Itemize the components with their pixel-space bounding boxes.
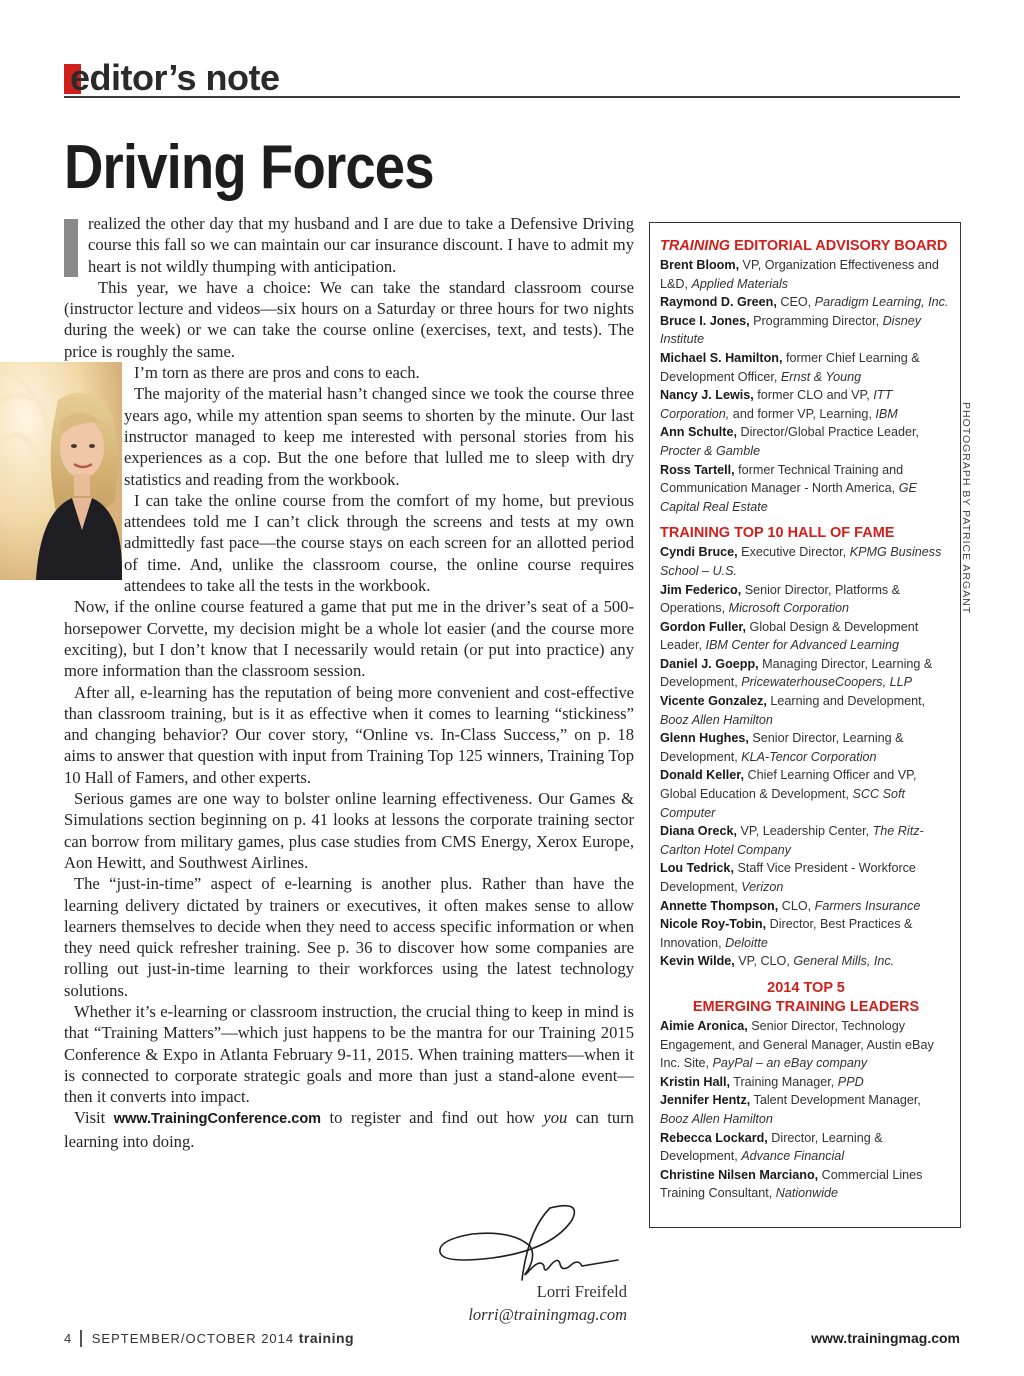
member-role: Talent Development Manager, <box>750 1093 921 1108</box>
member-organization: PayPal – an eBay company <box>712 1056 868 1071</box>
member-organization: Applied Materials <box>691 276 789 291</box>
member-name: Brent Bloom, <box>660 258 740 272</box>
member-entry <box>660 952 952 971</box>
member-entry <box>660 543 952 580</box>
member-entry <box>660 1129 952 1166</box>
member-name: Ross Tartell, <box>660 462 735 477</box>
member-role: former CLO and VP, <box>753 388 874 403</box>
member-entry <box>660 1017 952 1073</box>
member-role: Chief Learning Officer and VP, Global Education & Development, <box>660 768 917 802</box>
conference-link[interactable]: www.TrainingConference.com <box>113 1111 322 1128</box>
member-organization: Disney Institute <box>660 313 922 347</box>
editorial-board-heading: TRAINING EDITORIAL ADVISORY BOARD <box>660 238 948 254</box>
member-entry <box>660 897 952 916</box>
member-organization: ITT Corporation, <box>660 388 893 421</box>
member-name: Jennifer Hentz, <box>660 1093 751 1108</box>
member-role: Executive Director, <box>737 545 850 560</box>
article-paragraph: I’m torn as there are pros and cons to each. <box>134 363 420 383</box>
editorial-board-list <box>660 256 952 516</box>
member-entry <box>660 692 952 729</box>
article-paragraph: The majority of the material hasn’t changed since we took the course three years ago, while my attention span seems to shorten by the minute. Our last instructor managed to keep me interested with personal stories from his experiences as a cop. But the one before that lulled me to sleep with dry statistics and reading from the workbook. <box>124 384 634 489</box>
member-organization: Booz Allen Hamilton <box>660 712 773 727</box>
member-role: VP, CLO, <box>734 954 794 969</box>
member-organization: Nationwide <box>775 1186 839 1201</box>
member-entry <box>660 859 952 896</box>
member-name: Nancy J. Lewis, <box>660 388 754 403</box>
member-organization: Verizon <box>741 880 784 894</box>
issue-date: SEPTEMBER/OCTOBER 2014 <box>91 1331 295 1346</box>
member-name: Ann Schulte, <box>660 425 737 440</box>
member-role: former Technical Training and Communication Manager - North America, <box>660 462 904 496</box>
hall-of-fame-list <box>660 543 952 971</box>
member-name: Rebecca Lockard, <box>660 1130 768 1145</box>
member-entry <box>660 423 952 460</box>
member-organization: IBM <box>875 406 898 421</box>
member-entry <box>660 1073 952 1092</box>
member-role: Director, Best Practices & Innovation, <box>660 917 913 950</box>
member-name: Annette Thompson, <box>660 898 779 913</box>
article-body <box>64 213 634 1152</box>
member-role: Training Manager, <box>729 1074 838 1089</box>
member-role: CLO, <box>778 898 815 913</box>
member-name: Christine Nilsen Marciano, <box>660 1167 819 1182</box>
member-role: Director, Learning & Development, <box>660 1130 883 1164</box>
member-role: Managing Director, Learning & Development, <box>660 656 933 690</box>
drop-cap-i <box>64 219 78 277</box>
member-organization: Deloitte <box>725 935 768 950</box>
member-role: CEO, <box>776 295 815 310</box>
author-photo <box>0 362 122 580</box>
member-entry <box>660 581 952 618</box>
member-name: Diana Oreck, <box>660 824 738 839</box>
article-paragraph: This year, we have a choice: We can take the standard classroom course (instructor lecture and videos—six hours on a Saturday or three hours for two nights during the week) or we can take the course online (exercises, text, and tests). The price is roughly the same. <box>64 277 634 361</box>
member-role: Staff Vice President - Workforce Development, <box>660 861 916 894</box>
member-role: Director/Global Practice Leader, <box>736 425 919 440</box>
hall-of-fame-heading: TRAINING TOP 10 HALL OF FAME <box>660 525 895 542</box>
member-role: Commercial Lines Training Consultant, <box>660 1167 923 1201</box>
footer-divider <box>80 1330 82 1347</box>
member-organization: IBM Center for Advanced Learning <box>705 638 899 653</box>
member-name: Nicole Roy-Tobin, <box>660 917 767 932</box>
member-organization: General Mills, Inc. <box>793 954 895 969</box>
magazine-name: training <box>298 1330 355 1346</box>
member-role: Programming Director, <box>749 313 883 328</box>
member-role: Senior Director, Learning & Development, <box>660 731 904 764</box>
member-entry <box>660 729 952 766</box>
member-entry <box>660 1166 952 1203</box>
member-entry <box>660 349 952 386</box>
article-paragraph: Visit www.TrainingConference.com to register and find out how you can turn learning into doing. <box>64 1108 634 1151</box>
member-organization: The Ritz-Carlton Hotel Company <box>660 824 924 857</box>
member-entry <box>660 293 952 312</box>
member-role: Senior Director, Technology Engagement, and General Manager, Austin eBay Inc. Site, <box>660 1018 934 1071</box>
member-organization: Procter & Gamble <box>660 443 761 458</box>
member-role: Senior Director, Platforms & Operations, <box>660 582 901 616</box>
member-entry <box>660 386 952 423</box>
member-name: Daniel J. Goepp, <box>660 656 759 671</box>
member-entry <box>660 915 952 952</box>
member-role: former Chief Learning & Development Officer, <box>660 350 920 384</box>
member-name: Kevin Wilde, <box>660 954 735 969</box>
member-role: VP, Leadership Center, <box>737 824 873 839</box>
member-organization: KLA-Tencor Corporation <box>741 749 877 764</box>
member-name: Kristin Hall, <box>660 1074 730 1089</box>
photo-credit: PHOTOGRAPH BY PATRICE ARGANT <box>960 402 972 615</box>
member-organization: Paradigm Learning, Inc. <box>814 295 949 310</box>
member-entry <box>660 256 952 293</box>
member-organization: Booz Allen Hamilton <box>660 1111 773 1126</box>
member-entry <box>660 618 952 655</box>
member-name: Lou Tedrick, <box>660 861 734 876</box>
page-number: 4 <box>64 1331 73 1346</box>
emerging-leaders-heading: 2014 TOP 5 EMERGING TRAINING LEADERS <box>692 979 920 1015</box>
article-paragraph: After all, e-learning has the reputation of being more convenient and cost-effective than classroom training, but is it as effective when it comes to learning “stickiness” and changing behavior? Our cover story, “Online vs. In-Class Success,” on p. 18 aims to answer that question with input from Training Top 125 winners, Training Top 10 Hall of Famers, and other experts. <box>64 682 634 787</box>
section-header <box>64 58 960 98</box>
member-entry <box>660 461 952 517</box>
advisory-sidebar <box>649 222 961 1228</box>
member-name: Vicente Gonzalez, <box>660 694 767 709</box>
member-organization: GE Capital Real Estate <box>660 481 917 514</box>
member-organization: SCC Soft Computer <box>660 787 906 820</box>
page-title: Driving Forces <box>64 133 434 202</box>
member-name: Jim Federico, <box>660 582 742 597</box>
article-paragraph: The “just-in-time” aspect of e-learning is another plus. Rather than have the learning delivery dictated by trainers or executives, it often makes sense to allow learners themselves to decide when they need to access specific information or when they need quick refresher training. See p. 36 to discover how some companies are rolling out just-in-time learning to their workforces using the latest technology solutions. <box>64 874 634 1000</box>
member-entry <box>660 655 952 692</box>
member-entry <box>660 312 952 349</box>
author-email[interactable]: lorri@trainingmag.com <box>468 1305 627 1324</box>
member-organization: PPD <box>837 1074 864 1089</box>
member-organization: Ernst & Young <box>780 369 862 384</box>
emerging-leaders-list <box>660 1017 952 1203</box>
member-entry <box>660 766 952 822</box>
article-paragraph: I can take the online course from the comfort of my home, but previous attendees told me I can’t click through the screens and tests at my own admittedly fast pace—the course stays on each screen for an allotted period of time. And, unlike the classroom course, the online course requires attendees to take all the tests in the workbook. <box>124 490 634 596</box>
footer-folio <box>64 1330 354 1347</box>
website-link[interactable]: www.trainingmag.com <box>811 1330 960 1346</box>
section-label: editor’s note <box>70 57 280 98</box>
member-role: Global Design & Development Leader, <box>660 619 919 653</box>
article-paragraph: realized the other day that my husband and I are due to take a Defensive Driving course this fall so we can maintain our car insurance discount. I have to admit my heart is not wildly thumping with anticipation. <box>64 213 634 277</box>
member-entry <box>660 822 952 859</box>
signature-image <box>432 1200 622 1292</box>
member-name: Gordon Fuller, <box>660 619 747 634</box>
article-paragraph: Now, if the online course featured a game that put me in the driver’s seat of a 500-horsepower Corvette, my decision might be a whole lot easier (and the course more exciting), but I don’t know that I necessarily would retain (or put into practice) any more information than the classroom session. <box>64 597 634 681</box>
member-role: Learning and Development, <box>766 694 926 709</box>
article-paragraph: Serious games are one way to bolster online learning effectiveness. Our Games & Simulations section beginning on p. 41 looks at lessons the corporate training sector can borrow from military games, plus case studies from CMS Energy, Xerox Europe, Aon Hewitt, and Southwest Airlines. <box>64 789 634 872</box>
member-entry <box>660 1091 952 1128</box>
member-name: Aimie Aronica, <box>660 1018 748 1033</box>
member-name: Raymond D. Green, <box>660 295 777 310</box>
member-name: Cyndi Bruce, <box>660 545 738 560</box>
member-name: Donald Keller, <box>660 768 744 783</box>
author-name: Lorri Freifeld <box>536 1282 627 1301</box>
member-organization: Advance Financial <box>741 1149 845 1164</box>
member-role: and former VP, Learning, <box>729 406 876 421</box>
member-organization: Farmers Insurance <box>814 898 921 913</box>
member-organization: Microsoft Corporation <box>728 601 849 616</box>
article-paragraph: Whether it’s e-learning or classroom instruction, the crucial thing to keep in mind is that “Training Matters”—which just happens to be the mantra for our Training 2015 Conference & Expo in Atlanta February 9-11, 2015. When training matters—when it is connected to corporate strategic goals and more than just a stand-alone event—then it converts into impact. <box>64 1001 634 1107</box>
member-name: Bruce I. Jones, <box>660 313 750 328</box>
member-name: Michael S. Hamilton, <box>660 350 783 365</box>
member-name: Glenn Hughes, <box>660 731 749 746</box>
member-role: VP, Organization Effectiveness and L&D, <box>660 258 939 291</box>
member-organization: PricewaterhouseCoopers, LLP <box>741 675 913 690</box>
member-organization: KPMG Business School – U.S. <box>660 545 942 578</box>
